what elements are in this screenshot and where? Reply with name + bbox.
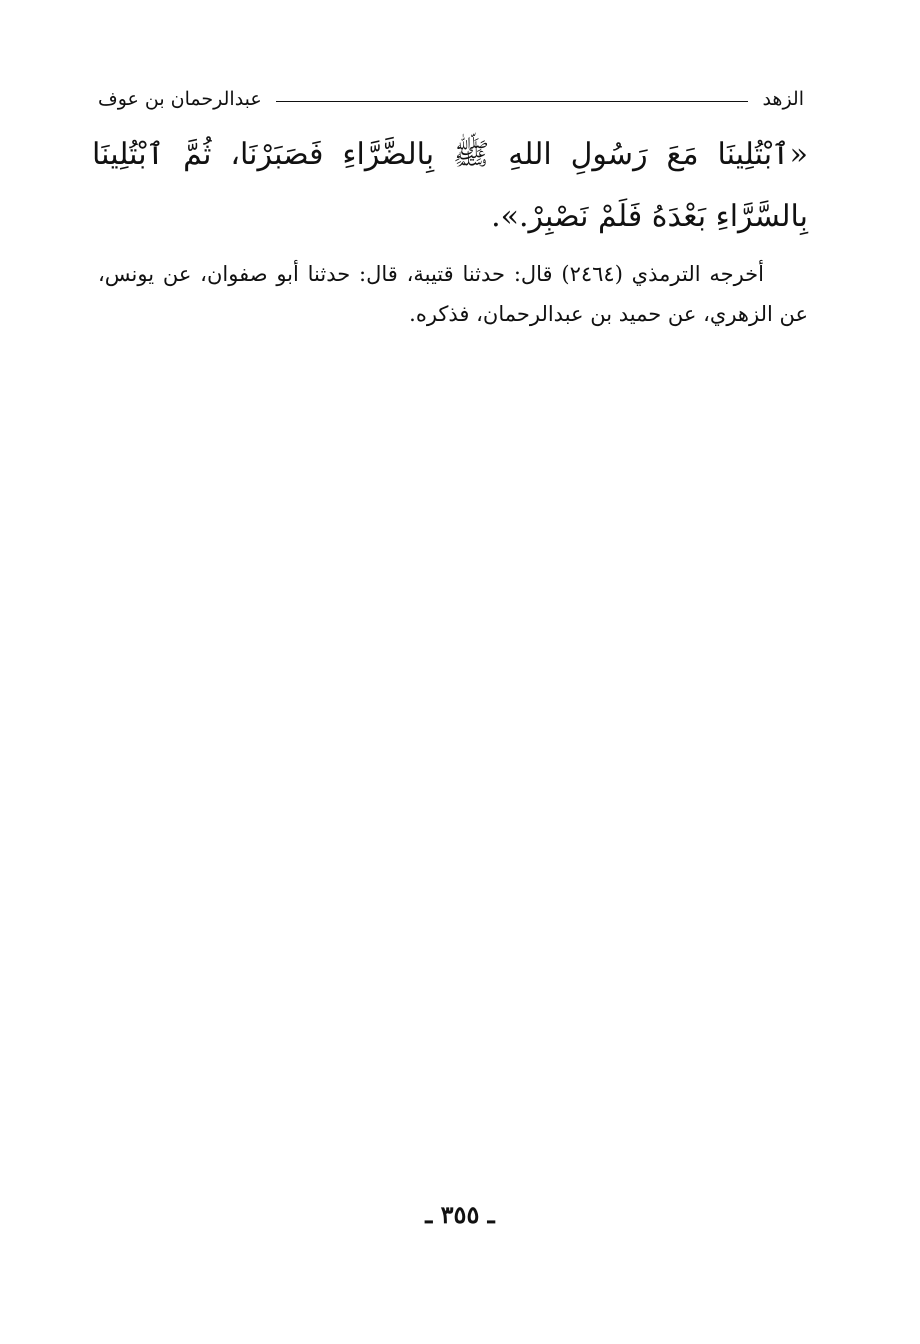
section-title: الزهد — [762, 88, 804, 110]
takhrij-paragraph: أخرجه الترمذي (٢٤٦٤) قال: حدثنا قتيبة، قال: حدثنا أبو صفوان، عن يونس، عن الزهري، عن حميد بن عبدالرحمان، فذكره. — [98, 262, 808, 326]
hadith-text: «ٱبْتُلِينَا مَعَ رَسُولِ اللهِ ﷺ بِالضَّرَّاءِ فَصَبَرْنَا، ثُمَّ ٱبْتُلِينَا بِالسَّرَّاءِ بَعْدَهُ فَلَمْ نَصْبِرْ.». — [92, 137, 808, 234]
running-header — [98, 84, 804, 114]
page-number: ـ ٣٥٥ ـ — [425, 1200, 495, 1229]
narrator-name: عبدالرحمان بن عوف — [98, 88, 262, 110]
header-rule — [276, 101, 749, 102]
